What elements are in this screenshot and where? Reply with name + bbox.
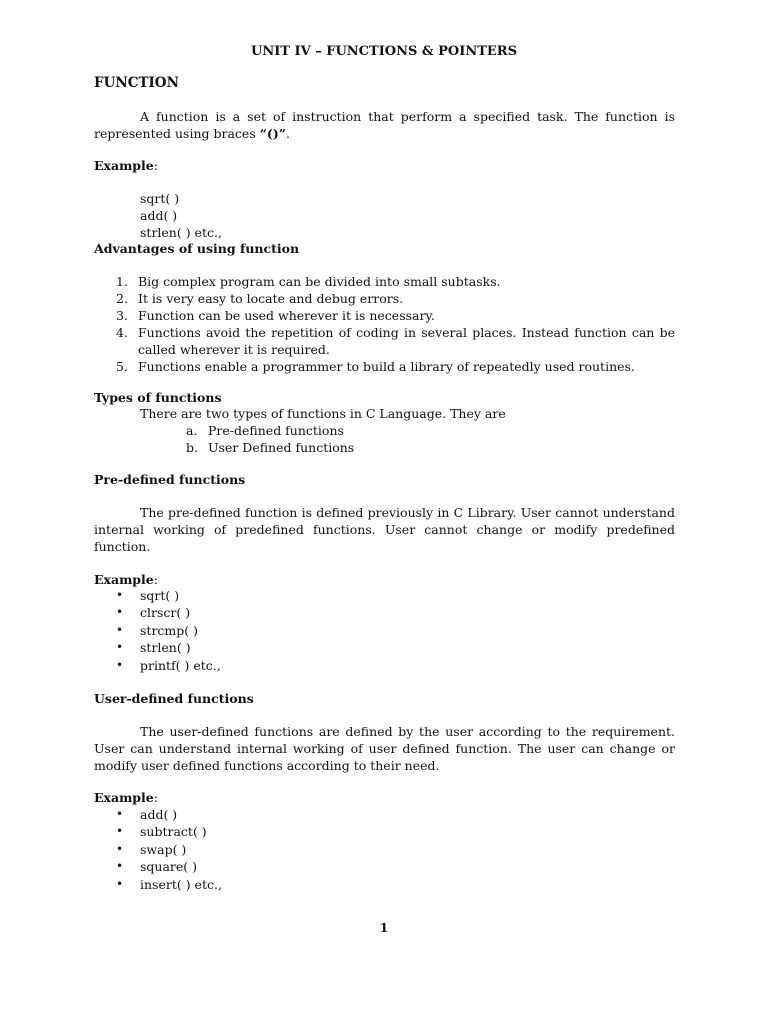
bullet-icon: •	[116, 640, 124, 655]
braces-text: “()”	[259, 126, 286, 141]
item-letter: b.	[186, 440, 198, 455]
predefined-heading: Pre-defined functions	[94, 472, 246, 487]
example2-list	[94, 587, 221, 674]
bullet-icon: •	[116, 876, 124, 891]
advantage-item	[94, 307, 675, 324]
example2-item	[94, 587, 221, 604]
item-text: Function can be used wherever it is necessary.	[138, 308, 435, 323]
example1-list	[140, 190, 222, 241]
bullet-icon: •	[116, 657, 124, 672]
page-number: 1	[379, 920, 389, 935]
item-text: add( )	[140, 807, 178, 822]
item-text: Functions enable a programmer to build a library of repeatedly used routines.	[138, 359, 635, 374]
types-heading: Types of functions	[94, 390, 222, 405]
example1-item: sqrt( )	[140, 191, 180, 206]
type-item	[140, 422, 354, 439]
advantage-item	[94, 324, 675, 358]
item-text: sqrt( )	[140, 588, 180, 603]
advantages-list	[94, 273, 675, 375]
item-number: 2.	[116, 291, 128, 306]
item-text: clrscr( )	[140, 605, 191, 621]
item-number: 1.	[116, 274, 128, 289]
item-text: strlen( )	[140, 640, 191, 656]
item-text: subtract( )	[140, 824, 207, 840]
item-text: swap( )	[140, 841, 187, 857]
example3-list	[94, 806, 222, 893]
example3-item	[94, 841, 222, 858]
type-item	[140, 439, 354, 456]
predefined-paragraph	[94, 504, 675, 555]
item-number: 3.	[116, 308, 128, 323]
example-colon: :	[153, 158, 158, 173]
example2-item	[94, 639, 221, 656]
example-heading-1	[94, 157, 158, 174]
item-number: 5.	[116, 359, 128, 374]
userdefined-text: The user-defined functions are defined by the user according to the requirement. User can understand internal working of user defined function. The user can change or modify user defined functions according to their need.	[94, 724, 675, 773]
userdefined-heading: User-defined functions	[94, 691, 254, 706]
function-heading: FUNCTION	[94, 75, 179, 91]
example2-item	[94, 604, 221, 621]
item-text: insert( ) etc.,	[140, 876, 222, 892]
example-heading-3	[94, 789, 158, 806]
example3-item	[94, 858, 222, 875]
bullet-icon: •	[116, 588, 124, 602]
item-text: Pre-defined functions	[208, 423, 344, 438]
item-text: It is very easy to locate and debug errors.	[138, 291, 404, 306]
example2-item	[94, 622, 221, 639]
bullet-icon: •	[116, 807, 124, 821]
item-text: Functions avoid the repetition of coding in several places. Instead function can be called wherever it is required.	[138, 325, 675, 357]
example-colon: :	[153, 572, 158, 587]
item-text: strcmp( )	[140, 622, 198, 638]
bullet-icon: •	[116, 824, 124, 839]
example3-item	[94, 823, 222, 840]
intro-end: .	[285, 126, 290, 141]
item-letter: a.	[186, 423, 198, 438]
advantage-item	[94, 273, 675, 290]
example-label: Example	[94, 158, 154, 173]
example-colon: :	[153, 790, 158, 805]
example-label: Example	[94, 572, 154, 587]
advantages-heading: Advantages of using function	[94, 241, 300, 256]
example2-item	[94, 657, 221, 674]
bullet-icon: •	[116, 622, 124, 637]
item-text: Big complex program can be divided into small subtasks.	[138, 274, 501, 289]
example-label: Example	[94, 790, 154, 805]
intro-text: A function is a set of instruction that perform a specified task. The function is represented using braces	[94, 109, 675, 141]
intro-paragraph	[94, 108, 675, 142]
page-title: UNIT IV – FUNCTIONS & POINTERS	[251, 44, 517, 59]
userdefined-paragraph	[94, 723, 675, 774]
example3-item	[94, 806, 222, 823]
item-text: User Defined functions	[208, 440, 355, 455]
bullet-icon: •	[116, 841, 124, 856]
item-text: square( )	[140, 859, 198, 875]
example1-item: strlen( ) etc.,	[140, 225, 222, 240]
predefined-text: The pre-defined function is defined previously in C Library. User cannot understand internal working of predefined functions. User cannot change or modify predefined function.	[94, 505, 675, 554]
example3-item	[94, 876, 222, 893]
advantage-item	[94, 358, 675, 375]
example1-item: add( )	[140, 208, 178, 223]
bullet-icon: •	[116, 605, 124, 620]
advantage-item	[94, 290, 675, 307]
item-text: printf( ) etc.,	[140, 657, 221, 673]
types-list	[140, 422, 354, 456]
types-intro: There are two types of functions in C Language. They are	[140, 406, 506, 421]
example-heading-2	[94, 571, 158, 588]
bullet-icon: •	[116, 859, 124, 874]
item-number: 4.	[116, 325, 128, 340]
